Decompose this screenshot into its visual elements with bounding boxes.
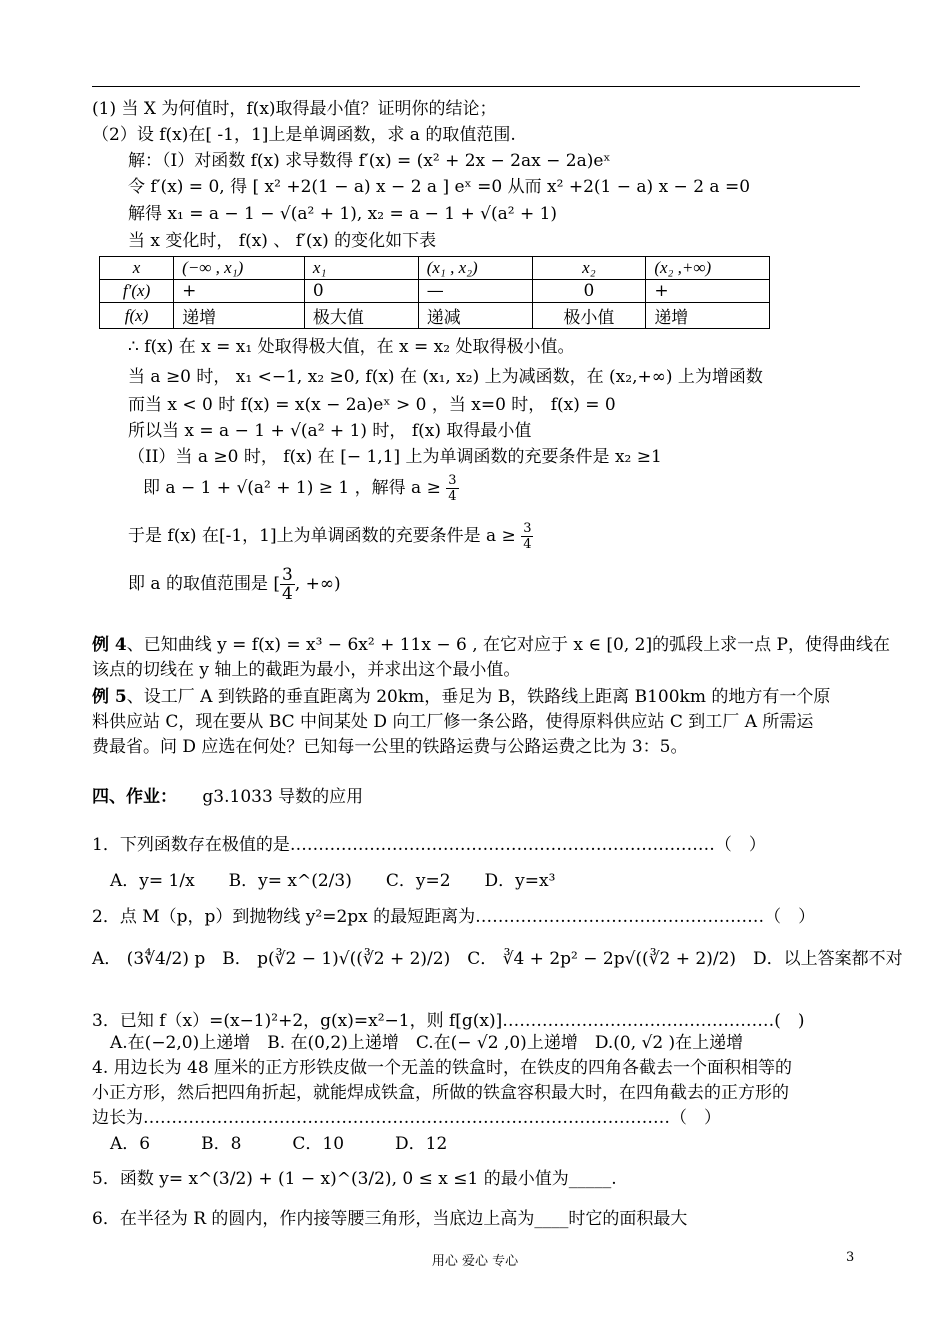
problem-5: 5．函数 y= x^(3/2) + (1 − x)^(3/2), 0 ≤ x ≤1 的最小值为_____. (92, 1169, 617, 1189)
solution-line: ∴ f(x) 在 x = x₁ 处取得极大值，在 x = x₂ 处取得极小值。 (128, 337, 575, 357)
homework-subtitle: g3.1033 导数的应用 (202, 787, 364, 807)
table-cell: 极大值 (304, 303, 418, 329)
fraction-numerator: 3 (448, 473, 457, 488)
solution-text: 即 a 的取值范围是 [ (128, 574, 280, 594)
page-number: 3 (846, 1250, 855, 1265)
table-cell: x (100, 257, 174, 280)
homework-heading (92, 786, 363, 808)
table-cell: (x₂ ,+∞) (646, 257, 770, 280)
example-label: 例 4 (92, 635, 127, 655)
fraction-numerator: 3 (281, 565, 293, 585)
example-5-cont: 费最省。问 D 应选在何处？已知每一公里的铁路运费与公路运费之比为 3：5。 (92, 737, 688, 757)
fraction-denominator: 4 (523, 537, 532, 552)
table-cell: 极小值 (532, 303, 646, 329)
solution-text: 于是 f(x) 在[-1，1]上为单调函数的充要条件是 a ≥ (128, 526, 516, 546)
solution-line: 解得 x₁ = a − 1 − √(a² + 1), x₂ = a − 1 + √(a² + 1) (128, 204, 558, 224)
fraction-denominator: 4 (448, 489, 457, 504)
table-cell: (−∞ , x₁) (174, 257, 305, 280)
question-2: （2）设 f(x)在[ -1，1]上是单调函数，求 a 的取值范围. (92, 125, 516, 145)
solution-line (143, 470, 459, 506)
example-5 (92, 686, 830, 708)
solution-line: 解：（I）对函数 f(x) 求导数得 f′(x) = (x² + 2x − 2ax − 2a)eˣ (128, 151, 611, 171)
example-text: 、设工厂 A 到铁路的垂直距离为 20km，垂足为 B，铁路线上距离 B100km 的地方有一个原 (126, 687, 831, 707)
table-row (100, 257, 770, 280)
table-cell: + (174, 280, 305, 303)
table-cell: 递减 (418, 303, 532, 329)
table-cell: f′(x) (100, 280, 174, 303)
table-cell: 0 (532, 280, 646, 303)
question-1: (1) 当 X 为何值时，f(x)取得最小值？证明你的结论； (92, 99, 497, 119)
problem-1-options: A．y= 1/x B．y= x^(2/3) C．y=2 D．y=x³ (110, 871, 556, 891)
problem-3-options: A.在(−2,0)上递增 B. 在(0,2)上递增 C.在(− √2 ,0)上递增 D.(0, √2 )在上递增 (110, 1033, 744, 1053)
table-cell: 0 (304, 280, 418, 303)
example-text: 、已知曲线 y = f(x) = x³ − 6x² + 11x − 6 , 在它对应于 x ∈ [0, 2]的弧段上求一点 P，使得曲线在 (126, 635, 890, 655)
table-cell: f(x) (100, 303, 174, 329)
solution-line (128, 518, 533, 554)
problem-2-options: A． (3∜4/2) p B． p(∛2 − 1)√((∛2 + 2)/2) C． ∛4 + 2p² − 2p√((∛2 + 2)/2) D．以上答案都不对 (92, 949, 903, 969)
problem-4-options: A．6 B．8 C．10 D．12 (110, 1134, 448, 1154)
table-cell: — (418, 280, 532, 303)
problem-6: 6．在半径为 R 的圆内，作内接等腰三角形，当底边上高为____时它的面积最大 (92, 1209, 688, 1229)
example-4-cont: 该点的切线在 y 轴上的截距为最小，并求出这个最小值。 (92, 660, 521, 680)
problem-4-cont: 小正方形，然后把四角折起，就能焊成铁盒，所做的铁盒容积最大时，在四角截去的正方形的 (92, 1083, 789, 1103)
page-footer: 用心 爱心 专心 (431, 1254, 519, 1269)
problem-3: 3．已知 f（x）=(x−1)²+2，g(x)=x²−1，则 f[g(x)]…………………………………………( ) (92, 1011, 805, 1031)
variation-table (99, 256, 770, 329)
table-cell: x₂ (532, 257, 646, 280)
solution-line: （II）当 a ≥0 时， f(x) 在 [− 1,1] 上为单调函数的充要条件是 x₂ ≥1 (128, 447, 662, 467)
solution-line: 所以当 x = a − 1 + √(a² + 1) 时， f(x) 取得最小值 (128, 421, 532, 441)
fraction (280, 566, 295, 603)
table-cell: (x₁ , x₂) (418, 257, 532, 280)
fraction (446, 473, 458, 504)
header-rule (92, 86, 860, 87)
solution-line: 而当 x < 0 时 f(x) = x(x − 2a)eˣ > 0 ，当 x=0 时， f(x) = 0 (128, 395, 616, 415)
table-cell: 递增 (646, 303, 770, 329)
example-4 (92, 634, 890, 656)
example-label: 例 5 (92, 687, 127, 707)
table-cell: x₁ (304, 257, 418, 280)
solution-line: 当 a ≥0 时， x₁ <−1, x₂ ≥0, f(x) 在 (x₁, x₂) 上为减函数，在 (x₂,+∞) 上为增函数 (128, 367, 763, 387)
solution-line (128, 566, 341, 603)
table-cell: 递增 (174, 303, 305, 329)
solution-line: 令 f′(x) = 0, 得 [ x² +2(1 − a) x − 2 a ] eˣ =0 从而 x² +2(1 − a) x − 2 a =0 (128, 177, 751, 197)
fraction-numerator: 3 (523, 521, 532, 536)
solution-text: 即 a − 1 + √(a² + 1) ≥ 1 ，解得 a ≥ (143, 478, 441, 498)
problem-1: 1．下列函数存在极值的是…………………………………………………………………（ ） (92, 835, 766, 855)
table-row (100, 303, 770, 329)
problem-4-cont: 边长为…………………………………………………………………………………（ ） (92, 1108, 721, 1128)
homework-title: 四、作业： (92, 787, 177, 807)
solution-text: , +∞) (294, 574, 341, 594)
fraction-denominator: 4 (281, 584, 293, 604)
table-row (100, 280, 770, 303)
example-5-cont: 料供应站 C，现在要从 BC 中间某处 D 向工厂修一条公路，使得原料供应站 C 到工厂 A 所需运 (92, 712, 814, 732)
problem-4: 4. 用边长为 48 厘米的正方形铁皮做一个无盖的铁盒时，在铁皮的四角各截去一个面积相等的 (92, 1058, 793, 1078)
table-cell: + (646, 280, 770, 303)
solution-line: 当 x 变化时， f(x) 、 f′(x) 的变化如下表 (128, 231, 437, 251)
problem-2: 2．点 M（p，p）到抛物线 y²=2px 的最短距离为……………………………………………（ ） (92, 907, 816, 927)
fraction (521, 521, 533, 552)
